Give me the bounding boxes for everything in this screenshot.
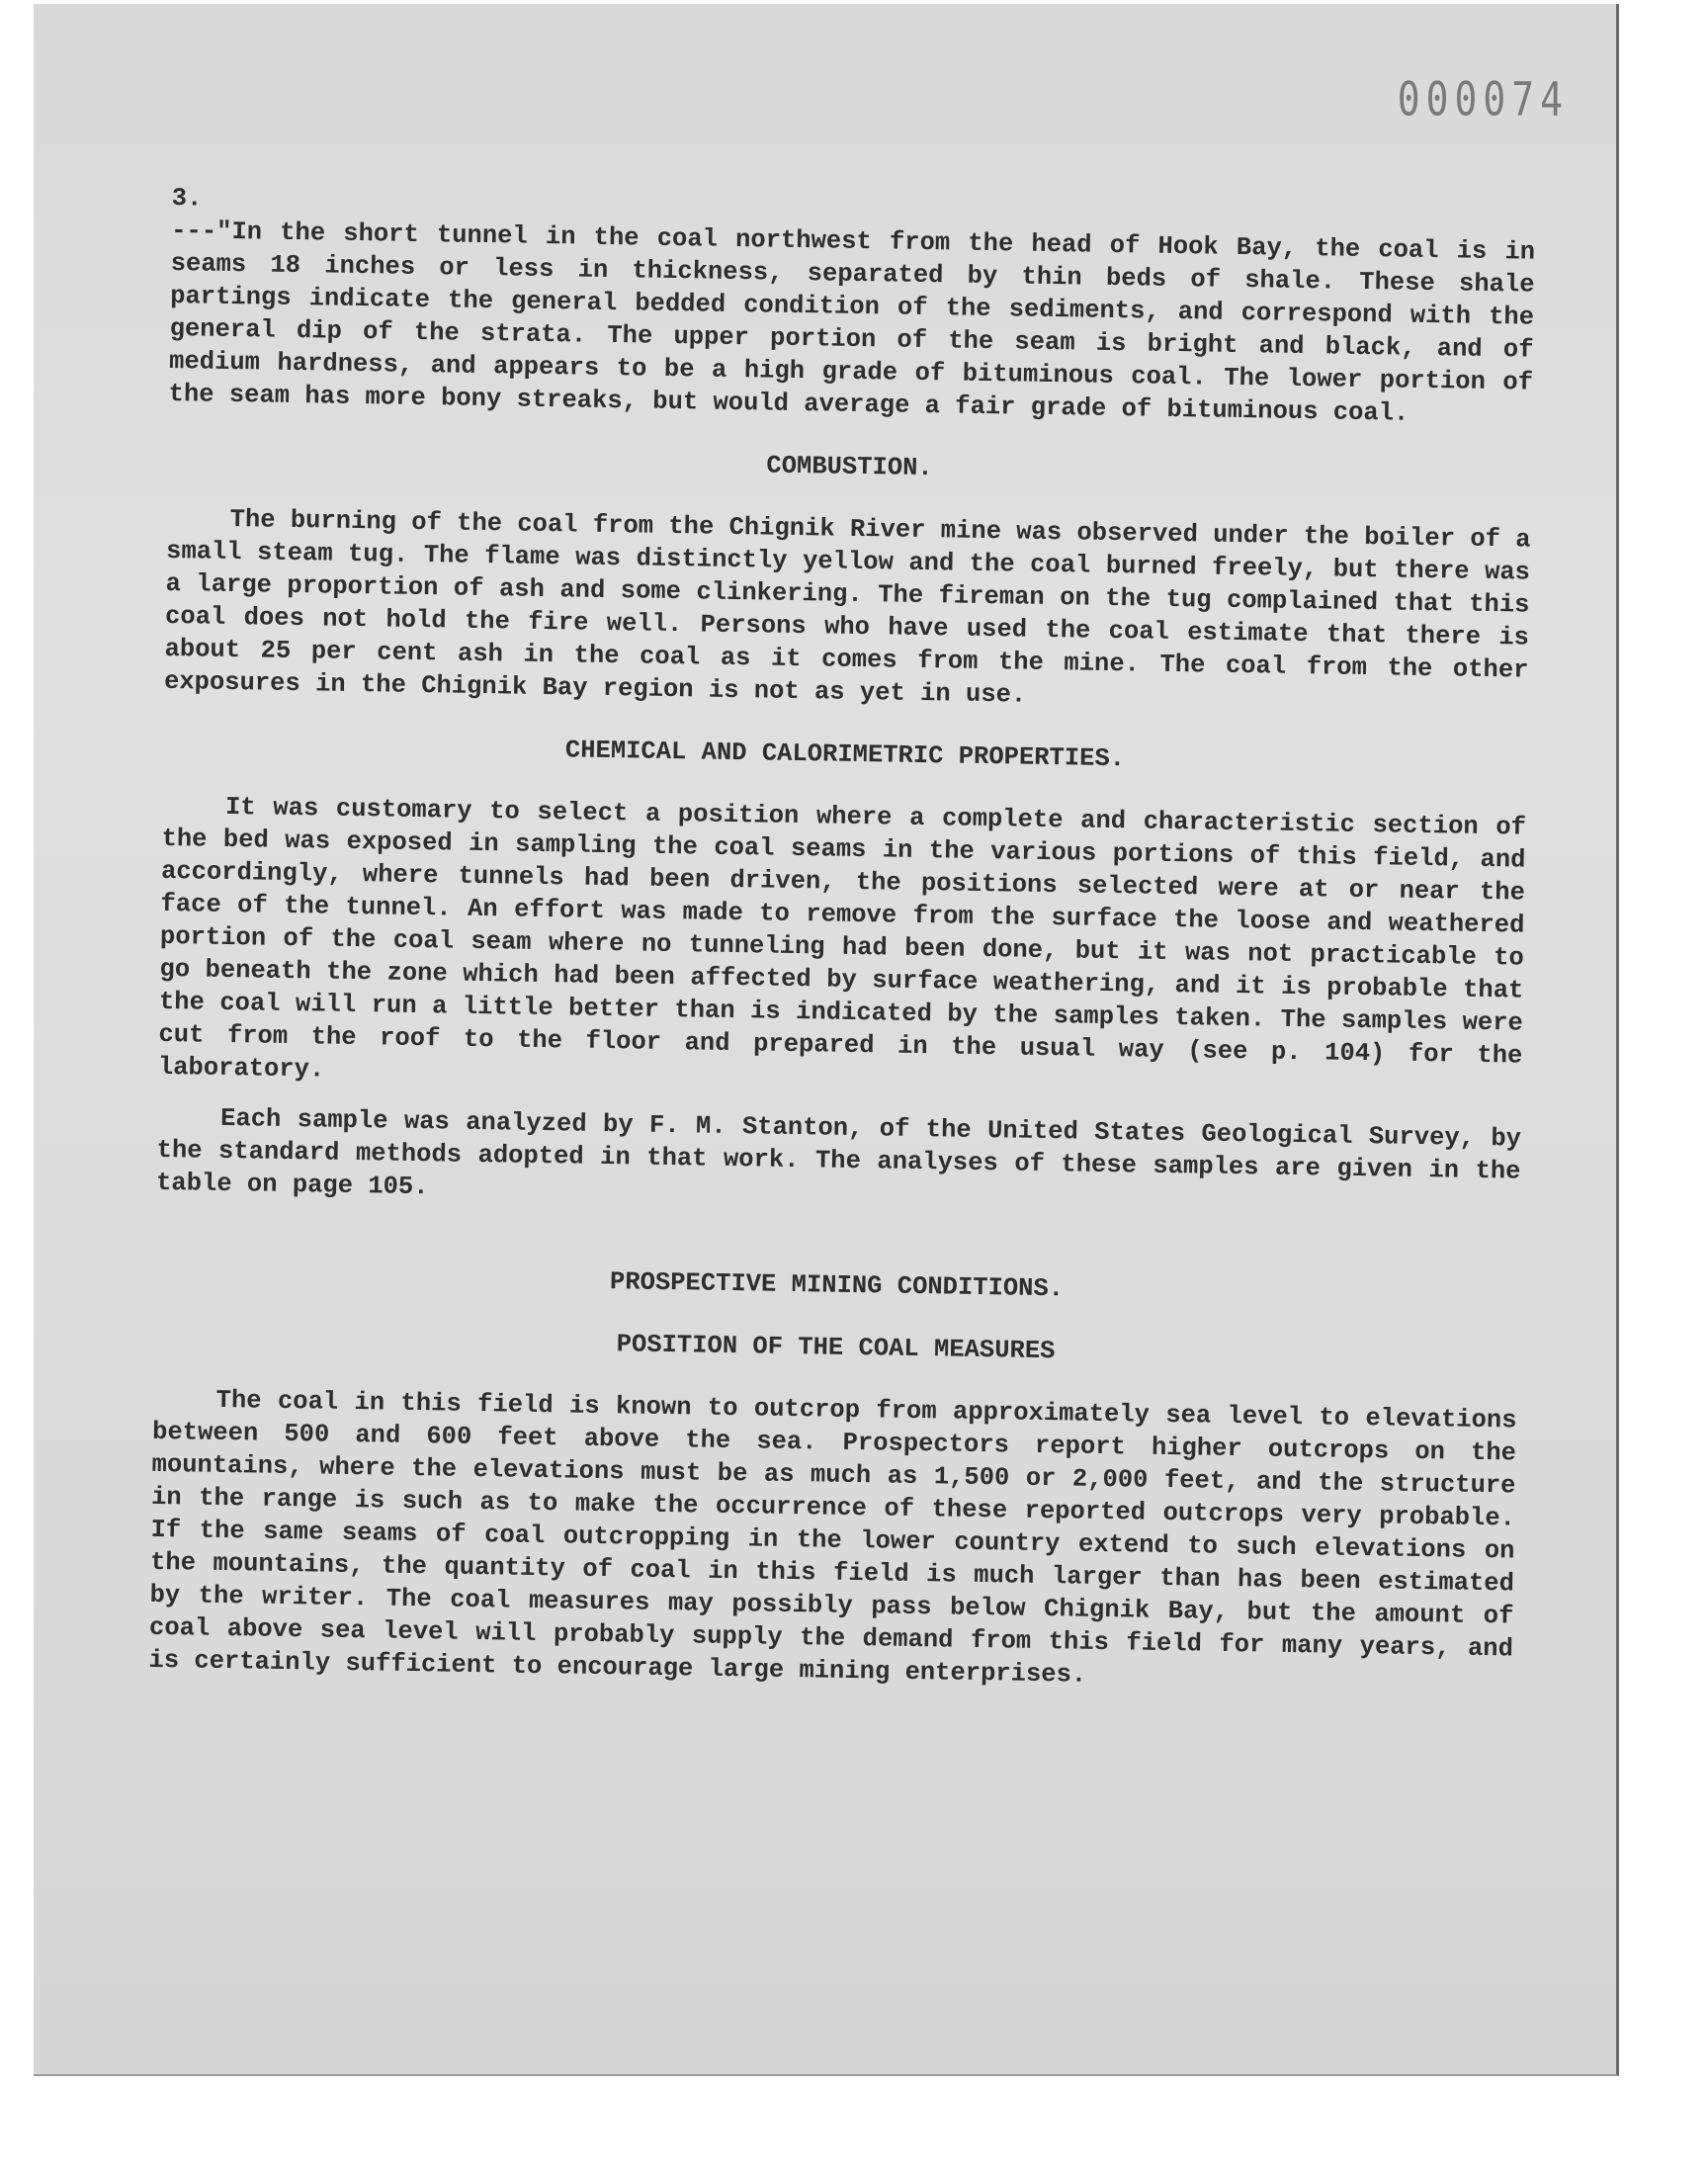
- page-content: [148, 182, 1536, 1697]
- document-stamp-number: 000074: [1397, 71, 1569, 127]
- position-subheading: POSITION OF THE COAL MEASURES: [616, 1330, 1056, 1366]
- chemical-heading: CHEMICAL AND CALORIMETRIC PROPERTIES.: [564, 736, 1126, 774]
- prospective-paragraph: The coal in this field is known to outcrop from approximately sea level to elevations between 500 and 600 feet above the sea. Prospectors report higher outcrops on the mountains, where the elevations must be as much as 1,500 or 2,000 feet, and the structure in the range is such as to make the occurrence of these reported outcrops very probable. If the same seams of coal outcropping in the lower country extend to such elevations on the mountains, the quantity of coal in this field is much larger than has been estimated by the writer. The coal measures may possibly pass below Chignik Bay, but the amount of coal above sea level will probably supply the demand from this field for many years, and is certainly sufficient to encourage large mining enterprises.: [148, 1385, 1517, 1690]
- prospective-heading: PROSPECTIVE MINING CONDITIONS.: [609, 1267, 1065, 1304]
- combustion-paragraph: The burning of the coal from the Chignik River mine was observed under the boiler of a small steam tug. The flame was distinctly yellow and the coal burned freely, but there was a large proportion of ash and some clinkering. The fireman on the tug complained that this coal does not hold the fire well. Persons who have used the coal estimate that there is about 25 per cent ash in the coal as it comes from the mine. The coal from the other exposures in the Chignik Bay region is not as yet in use.: [163, 504, 1531, 710]
- chemical-paragraph-2: Each sample was analyzed by F. M. Stanton, of the United States Geological Survey, by the standard methods adopted in that work. The analyses of these samples are given in the table on page 105.: [155, 1103, 1522, 1202]
- combustion-heading: COMBUSTION.: [766, 451, 933, 483]
- chemical-paragraph-1: It was customary to select a position where a complete and characteristic section of the bed was exposed in sampling the coal seams in the various portions of this field, and accordingly, where tunnels had been driven, the positions selected were at or near the face of the tunnel. An effort was made to remove from the surface the loose and weathered portion of the coal seam where no tunneling had been done, but it was not practicable to go beneath the zone which had been affected by surface weathering, and it is probable that the coal will run a little better than is indicated by the samples taken. The samples were cut from the roof to the floor and prepared in the usual way (see p. 104) for the laboratory.: [157, 792, 1527, 1085]
- document-page: [34, 4, 1619, 2076]
- intro-paragraph: ---"In the short tunnel in the coal northwest from the head of Hook Bay, the coal is in seams 18 inches or less in thickness, separated by thin beds of shale. These shale partings indicate the general bedded condition of the sediments, and correspond with the general dip of the strata. The upper portion of the seam is bright and black, and of medium hardness, and appears to be a high grade of bituminous coal. The lower portion of the seam has more bony streaks, but would average a fair grade of bituminous coal.: [168, 216, 1536, 428]
- page-number: 3.: [171, 183, 203, 214]
